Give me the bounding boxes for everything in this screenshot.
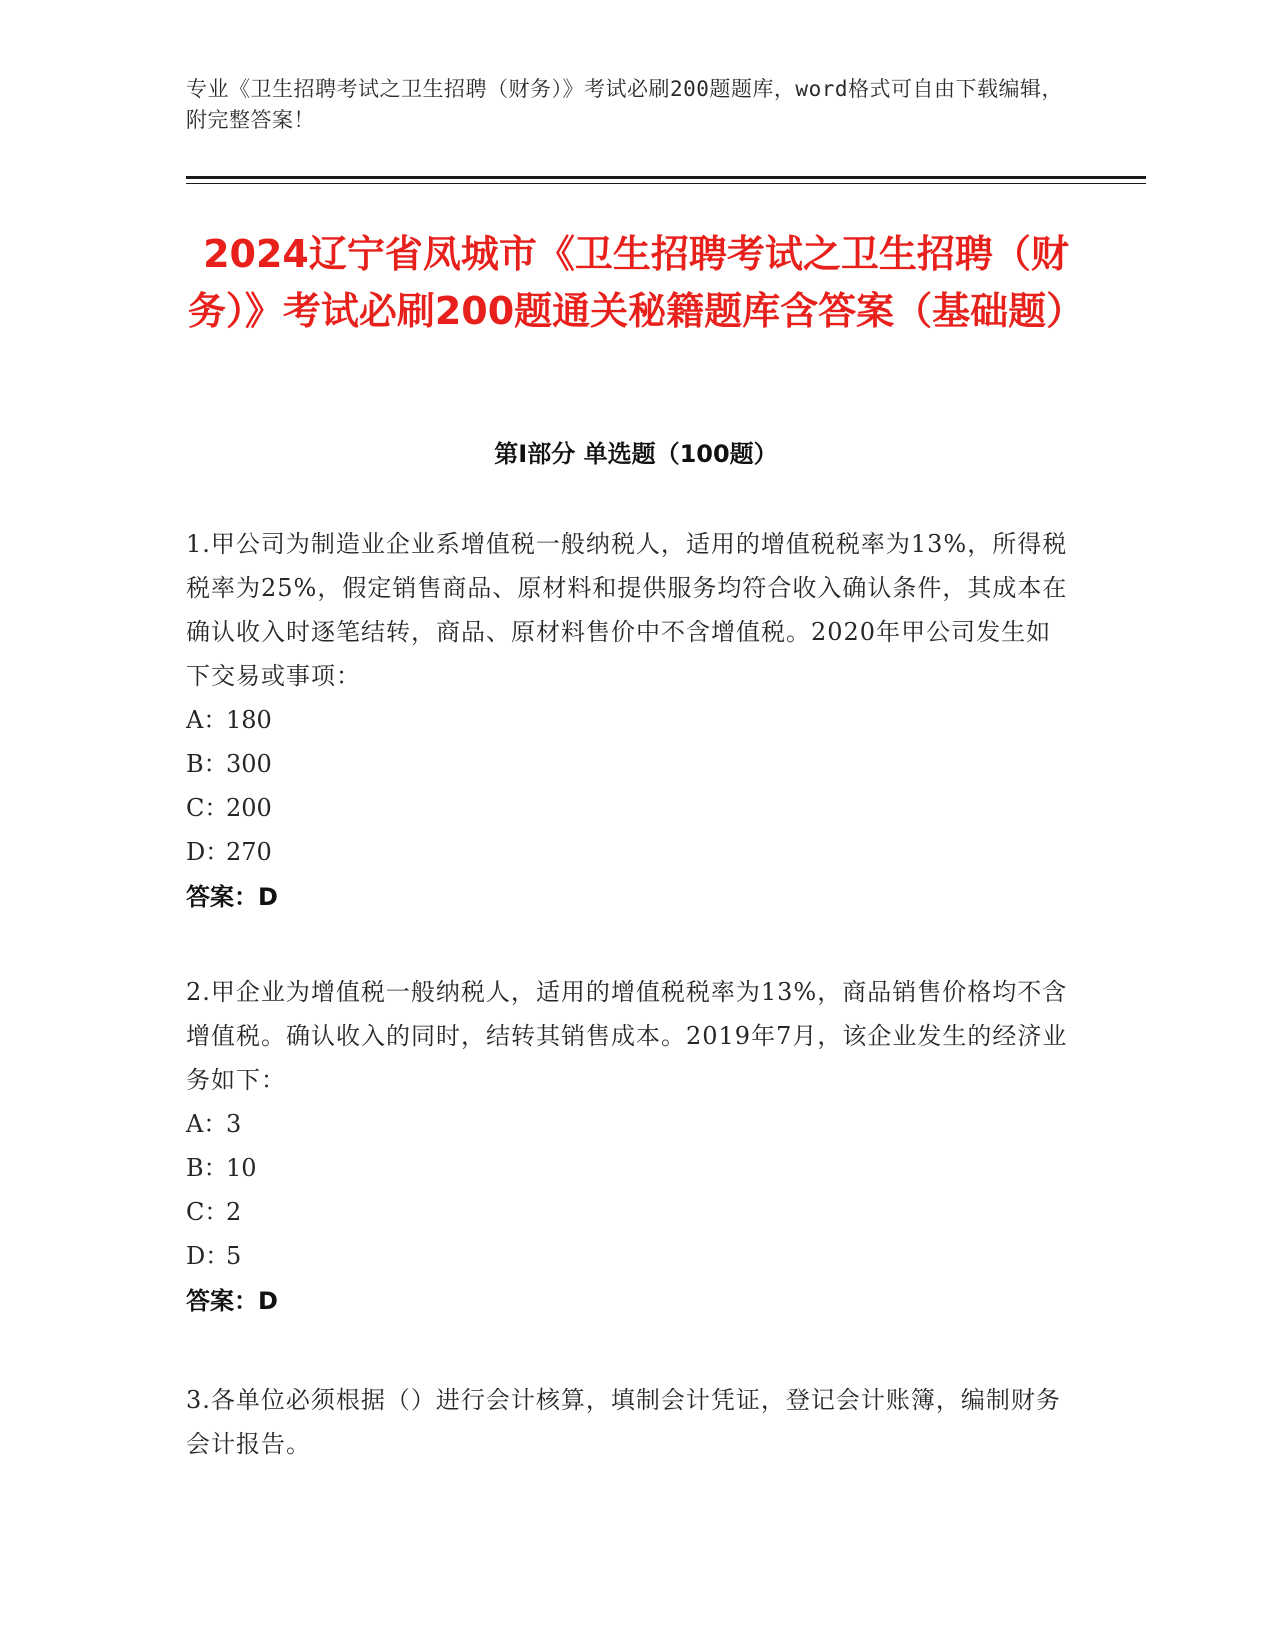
- option-key: A：: [186, 706, 228, 734]
- header-note: 专业《卫生招聘考试之卫生招聘（财务）》考试必刷200题题库，word格式可自由下载编辑，附完整答案！: [186, 77, 1063, 132]
- answer-line: 答案：D: [186, 883, 278, 911]
- option-key: C：: [186, 1198, 229, 1226]
- question-2: [186, 970, 1076, 1324]
- option-text: 270: [226, 838, 272, 866]
- option-key: B：: [186, 1154, 228, 1182]
- option-text: 200: [226, 794, 272, 822]
- option-d: [186, 830, 1076, 874]
- option-text: 300: [226, 750, 272, 778]
- option-text: 5: [226, 1242, 242, 1270]
- section-heading: 第Ⅰ部分 单选题（100题）: [494, 440, 778, 468]
- option-key: B：: [186, 750, 228, 778]
- header-divider-thin: [186, 183, 1146, 184]
- question-3: [186, 1378, 1076, 1466]
- option-key: D：: [186, 838, 230, 866]
- option-text: 3: [226, 1110, 242, 1138]
- question-stem: 3.各单位必须根据（）进行会计核算，填制会计凭证，登记会计账簿，编制财务会计报告。: [186, 1386, 1061, 1458]
- option-a: [186, 1102, 1076, 1146]
- header-divider-thick: [186, 176, 1146, 179]
- option-text: 180: [226, 706, 272, 734]
- answer-line: 答案：D: [186, 1287, 278, 1315]
- option-b: [186, 742, 1076, 786]
- option-c: [186, 786, 1076, 830]
- option-text: 10: [226, 1154, 257, 1182]
- document-title: 2024辽宁省凤城市《卫生招聘考试之卫生招聘（财务）》考试必刷200题通关秘籍题库含答案（基础题）: [187, 232, 1085, 333]
- option-a: [186, 698, 1076, 742]
- option-c: [186, 1190, 1076, 1234]
- option-key: A：: [186, 1110, 228, 1138]
- option-d: [186, 1234, 1076, 1278]
- option-key: D：: [186, 1242, 230, 1270]
- question-stem: 1.甲公司为制造业企业系增值税一般纳税人，适用的增值税税率为13%，所得税税率为25%，假定销售商品、原材料和提供服务均符合收入确认条件，其成本在确认收入时逐笔结转，商品、原材料售价中不含增值税。2020年甲公司发生如下交易或事项：: [186, 530, 1068, 690]
- question-stem: 2.甲企业为增值税一般纳税人，适用的增值税税率为13%，商品销售价格均不含增值税。确认收入的同时，结转其销售成本。2019年7月，该企业发生的经济业务如下：: [186, 978, 1068, 1094]
- option-b: [186, 1146, 1076, 1190]
- question-1: [186, 522, 1076, 920]
- option-key: C：: [186, 794, 229, 822]
- option-text: 2: [226, 1198, 242, 1226]
